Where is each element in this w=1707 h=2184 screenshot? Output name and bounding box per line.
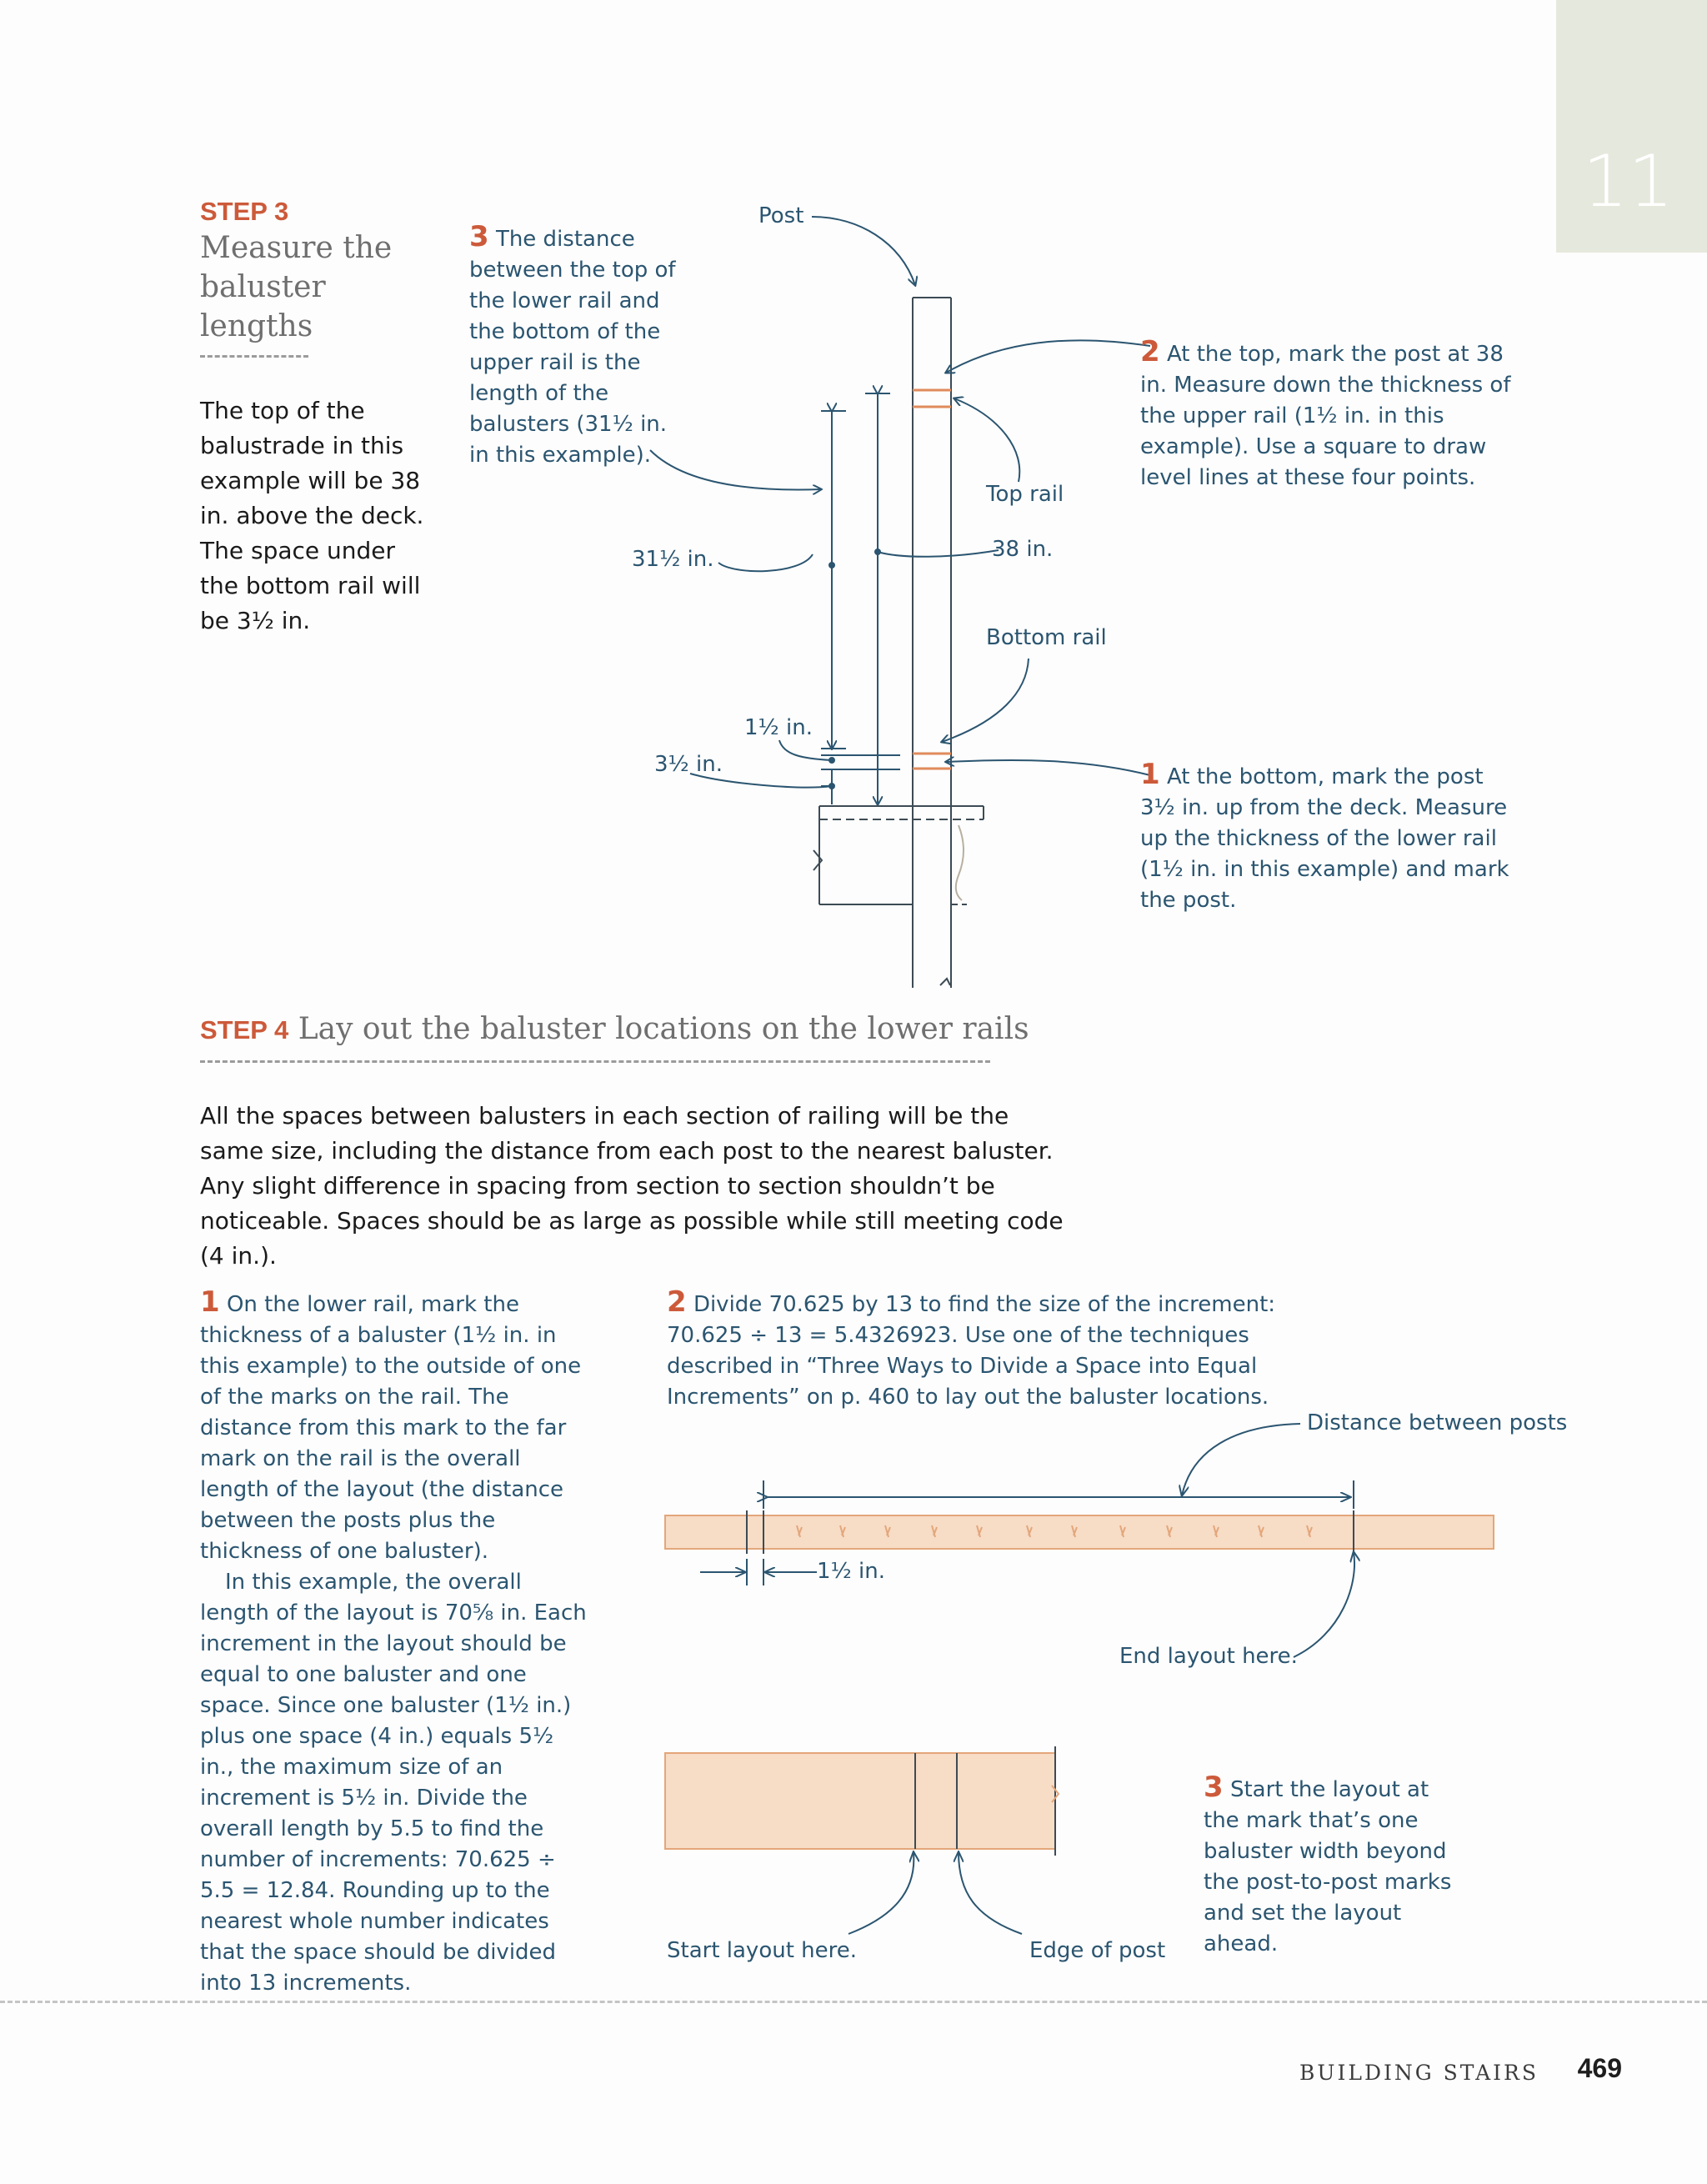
label-post: Post: [758, 203, 804, 228]
rail-detail: [665, 1753, 1055, 1849]
chapter-number: 11: [1582, 140, 1674, 223]
col1-number: 1: [200, 1285, 220, 1319]
col3-number: 3: [1204, 1771, 1224, 1804]
step3-intro: The top of the balustrade in this example will be 38 in. above the deck. The space under the bottom rail will be 3½ in.: [200, 397, 424, 634]
callout-2-number: 2: [1140, 335, 1160, 368]
step4-label: STEP 4: [200, 1015, 289, 1044]
callout-3-number: 3: [469, 220, 489, 253]
label-top-rail: Top rail: [986, 482, 1064, 507]
callout-3-text: The distance between the top of the lower rail and the bottom of the upper rail is the length of the balusters (31½ in. in this example).: [469, 227, 676, 468]
label-end-layout: End layout here.: [1119, 1644, 1298, 1669]
label-dim-38: 38 in.: [992, 537, 1054, 562]
callout-1-text: At the bottom, mark the post 3½ in. up from the deck. Measure up the thickness of the lower rail (1½ in. in this example) and mark the post.: [1140, 764, 1509, 913]
callout-1-number: 1: [1140, 758, 1160, 791]
step4-title: Lay out the baluster locations on the lower rails: [298, 1012, 1029, 1046]
step3-label: STEP 3: [200, 197, 289, 226]
label-dim-1-5: 1½ in.: [744, 715, 813, 740]
footer-rule: [0, 2001, 1707, 2003]
col3-text: Start the layout at the mark that’s one baluster width beyond the post-to-post marks and set the layout ahead.: [1204, 1777, 1452, 1956]
col2-number: 2: [667, 1285, 687, 1319]
label-edge-of-post: Edge of post: [1029, 1938, 1166, 1963]
col2-text: Divide 70.625 by 13 to find the size of the increment: 70.625 ÷ 13 = 5.4326923. Use one of the techniques described in “Three Ways to Divide a Space into Equal Increments” on p. 460 to lay out the baluster locations.: [667, 1292, 1276, 1410]
running-head: BUILDING STAIRS: [1299, 2061, 1539, 2085]
callout-2-text: At the top, mark the post at 38 in. Measure down the thickness of the upper rail (1½ in. in this example). Use a square to draw level lines at these four points.: [1140, 342, 1511, 490]
label-bottom-rail: Bottom rail: [986, 625, 1107, 650]
step3-title: Measure the baluster lengths: [200, 231, 393, 343]
label-dim-31: 31½ in.: [632, 547, 714, 572]
col1-text2: In this example, the overall length of the layout is 70⅝ in. Each increment in the layout should be equal to one baluster and one space. Since one baluster (1½ in.) plus one space (4 in.) equals 5½ in., the maximum size of an increment is 5½ in. Divide the overall length by 5.5 to find the number of increments: 70.625 ÷ 5.5 = 12.84. Rounding up to the nearest whole number indicates that the space should be divided into 13 increments.: [200, 1570, 587, 1996]
page-number: 469: [1577, 2053, 1622, 2083]
col1-text1: On the lower rail, mark the thickness of a baluster (1½ in. in this example) to the outside of one of the marks on the rail. The distance from this mark to the far mark on the rail is the overall length of the layout (the distance between the posts plus the thickness of one baluster).: [200, 1292, 582, 1564]
label-baluster-width: 1½ in.: [817, 1559, 885, 1584]
lower-rail: [665, 1515, 1494, 1549]
label-distance-between-posts: Distance between posts: [1307, 1410, 1568, 1435]
label-dim-3-5: 3½ in.: [654, 752, 723, 777]
step4-paragraph: All the spaces between balusters in each section of railing will be the same size, including the distance from each post to the nearest baluster. Any slight difference in spacing from section to section shouldn’t be noticeable. Spaces should be as large as possible while still meeting code (4 in.).: [200, 1102, 1064, 1270]
label-start-layout: Start layout here.: [667, 1938, 858, 1963]
